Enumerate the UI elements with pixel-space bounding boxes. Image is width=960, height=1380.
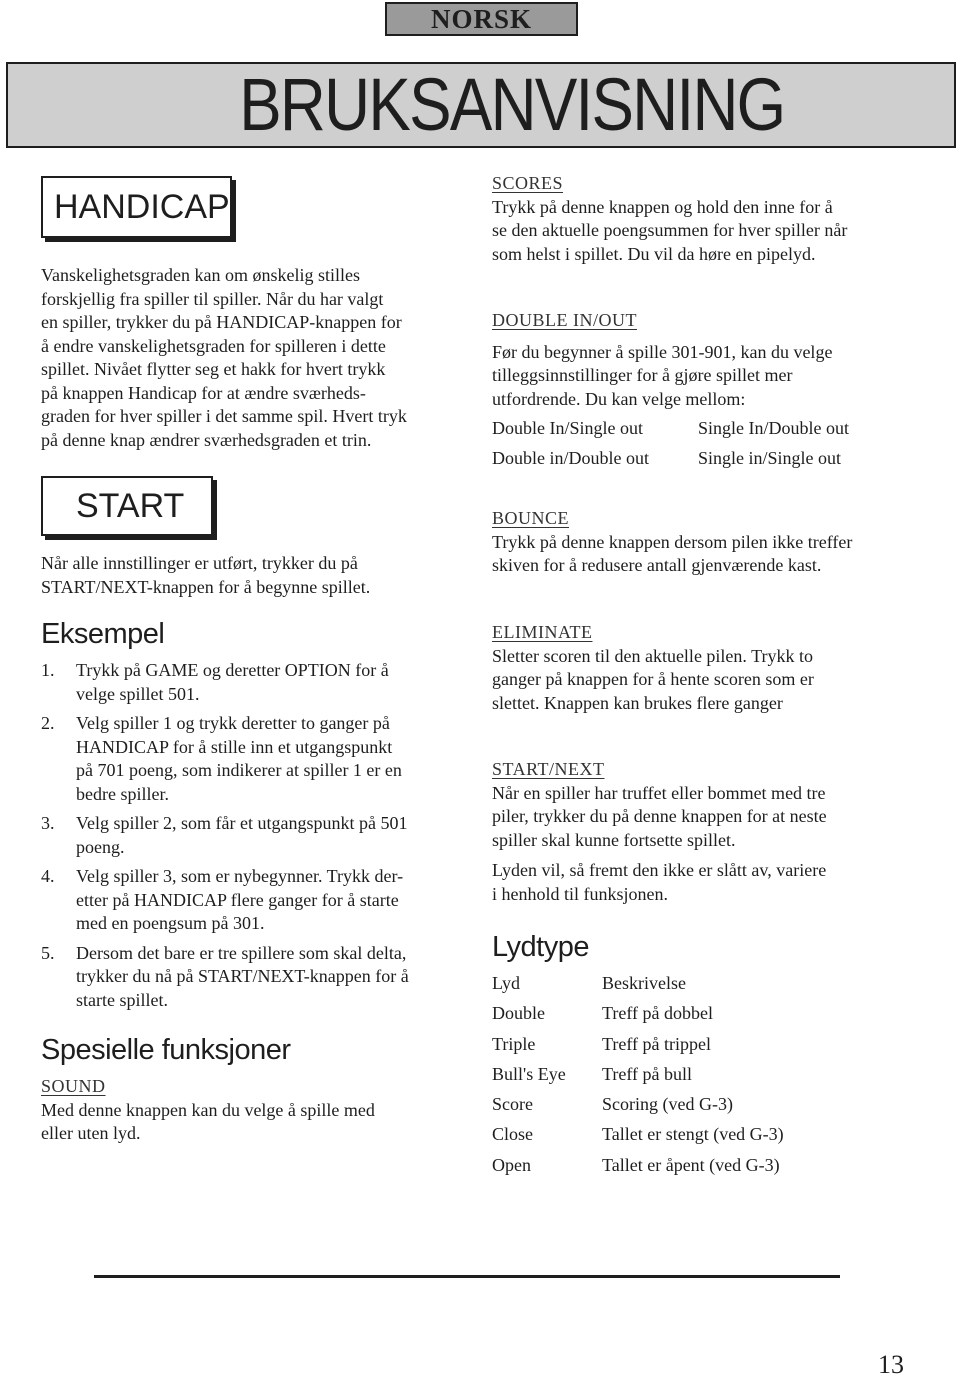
example-steps: [41, 659, 481, 1012]
page-number: 13: [878, 1350, 904, 1379]
text-line: poeng.: [76, 836, 125, 857]
option-item: Double In/Single out: [492, 418, 643, 438]
text-line: Når alle innstillinger er utført, trykker du på: [41, 553, 358, 573]
step-number: 1.: [41, 660, 55, 680]
text-line: Velg spiller 2, som får et utgangspunkt på 501: [76, 813, 408, 833]
table-cell: Score: [492, 1094, 533, 1115]
list-item: [41, 812, 481, 859]
double-label: DOUBLE IN/OUT: [492, 310, 637, 330]
lydtype-table: [492, 972, 932, 1177]
text-line: slettet. Knappen kan brukes flere ganger: [492, 692, 783, 713]
footer-divider: [94, 1275, 840, 1278]
text-line: i henhold til funksjonen.: [492, 883, 668, 904]
step-text: [76, 942, 481, 1013]
sound-label: SOUND: [41, 1076, 106, 1096]
table-cell: Close: [492, 1124, 534, 1145]
text-line: START/NEXT-knappen for å begynne spillet.: [41, 576, 371, 597]
special-heading: Spesielle funksjoner: [41, 1034, 291, 1066]
text-line: Velg spiller 3, som er nybegynner. Trykk der-: [76, 866, 404, 886]
special-section: [41, 1033, 481, 1146]
text-line: på knappen Handicap for at ændre sværheds-: [41, 382, 366, 403]
scores-section: [492, 172, 932, 266]
text-line: Trykk på denne knappen og hold den inne for å: [492, 196, 833, 217]
option-item: Double in/Double out: [492, 447, 649, 468]
text-line: tilleggsinnstillinger for å gjøre spillet mer: [492, 365, 793, 385]
table-cell: Treff på bull: [602, 1063, 692, 1084]
text-line: Vanskelighetsgraden kan om ønskelig stilles: [41, 265, 360, 285]
table-cell: Triple: [492, 1033, 536, 1054]
text-line: forskjellig fra spiller til spiller. Når du har valgt: [41, 288, 384, 309]
eliminate-section: [492, 621, 932, 715]
table-cell: Beskrivelse: [602, 973, 686, 993]
text-line: Med denne knappen kan du velge å spille med: [41, 1099, 375, 1120]
text-line: på 701 poeng, som indikerer at spiller 1 er en: [76, 760, 402, 780]
text-line: spillet. Nivået flytter seg et hakk for hvert trykk: [41, 359, 386, 379]
text-line: utfordrende. Du kan velge mellom:: [492, 388, 746, 409]
option-item: Single in/Single out: [698, 447, 842, 468]
step-number: 2.: [41, 713, 55, 733]
text-line: graden for hver spiller i det samme spil. Hvert tryk: [41, 406, 407, 426]
text-line: starte spillet.: [76, 989, 168, 1010]
text-line: HANDICAP for å stille inn et utgangspunkt: [76, 736, 393, 757]
page-title: BRUKSANVISNING: [239, 63, 785, 146]
step-text: [76, 659, 481, 706]
text-line: Før du begynner å spille 301-901, kan du velge: [492, 341, 833, 362]
example-heading: Eksempel: [41, 618, 165, 650]
text-line: Trykk på denne knappen dersom pilen ikke treffer: [492, 531, 853, 552]
table-cell: Treff på dobbel: [602, 1003, 713, 1024]
text-line: Når en spiller har truffet eller bommet med tre: [492, 782, 826, 803]
double-section: [492, 309, 932, 470]
text-line: velge spillet 501.: [76, 683, 200, 704]
table-cell: Tallet er stengt (ved G-3): [602, 1124, 784, 1145]
text-line: trykker du nå på START/NEXT-knappen for å: [76, 966, 409, 986]
text-line: Dersom det bare er tre spillere som skal delta,: [76, 942, 407, 963]
text-line: skiven for å redusere antall gjenværende kast.: [492, 555, 822, 575]
list-item: [41, 712, 481, 806]
handicap-heading-box: [41, 176, 232, 238]
text-line: med en poengsum på 301.: [76, 913, 265, 933]
step-number: 4.: [41, 866, 55, 886]
step-text: [76, 812, 481, 859]
handicap-text: [41, 264, 481, 452]
lydtype-section: [492, 930, 932, 1177]
step-number: 5.: [41, 942, 55, 963]
option-item: Single In/Double out: [698, 418, 849, 438]
table-cell: Tallet er åpent (ved G-3): [602, 1154, 780, 1175]
text-line: en spiller, trykker du på HANDICAP-knappen for: [41, 312, 402, 332]
text-line: piler, trykker du på denne knappen for at neste: [492, 806, 827, 826]
start-heading: START: [76, 486, 185, 525]
table-cell: Bull's Eye: [492, 1063, 566, 1084]
list-item: [41, 942, 481, 1013]
eliminate-label: ELIMINATE: [492, 622, 593, 642]
list-item: [41, 659, 481, 706]
text-line: ganger på knappen for å hente scoren som er: [492, 669, 814, 689]
table-cell: Open: [492, 1154, 531, 1175]
table-cell: Lyd: [492, 973, 521, 993]
example-section: [41, 617, 481, 1018]
handicap-heading: HANDICAP: [54, 187, 230, 226]
text-line: Lyden vil, så fremt den ikke er slått av, variere: [492, 860, 827, 880]
table-cell: Treff på trippel: [602, 1033, 711, 1054]
text-line: se den aktuelle poengsummen for hver spiller når: [492, 220, 848, 240]
startnext-section: [492, 758, 932, 906]
list-item: [41, 865, 481, 936]
table-cell: Scoring (ved G-3): [602, 1094, 733, 1115]
text-line: på denne knap ændrer sværhedsgraden et trin.: [41, 429, 372, 450]
language-tab: NORSK: [385, 2, 578, 36]
startnext-label: START/NEXT: [492, 759, 605, 779]
start-text: [41, 552, 481, 599]
step-number: 3.: [41, 813, 55, 833]
double-options: [492, 417, 932, 470]
start-heading-box: [41, 476, 213, 536]
text-line: å endre vanskelighetsgraden for spilleren i dette: [41, 335, 386, 356]
step-text: [76, 865, 481, 936]
text-line: Sletter scoren til den aktuelle pilen. Trykk to: [492, 645, 813, 666]
text-line: Velg spiller 1 og trykk deretter to ganger på: [76, 713, 390, 733]
bounce-label: BOUNCE: [492, 508, 570, 528]
text-line: etter på HANDICAP flere ganger for å starte: [76, 889, 399, 910]
text-line: som helst i spillet. Du vil da høre en pipelyd.: [492, 243, 816, 264]
lydtype-heading: Lydtype: [492, 931, 589, 963]
text-line: spiller skal kunne fortsette spillet.: [492, 829, 736, 850]
step-text: [76, 712, 481, 806]
table-cell: Double: [492, 1003, 545, 1024]
text-line: Trykk på GAME og deretter OPTION for å: [76, 660, 389, 680]
bounce-section: [492, 507, 932, 578]
text-line: bedre spiller.: [76, 783, 169, 804]
scores-label: SCORES: [492, 173, 564, 193]
text-line: eller uten lyd.: [41, 1123, 141, 1143]
